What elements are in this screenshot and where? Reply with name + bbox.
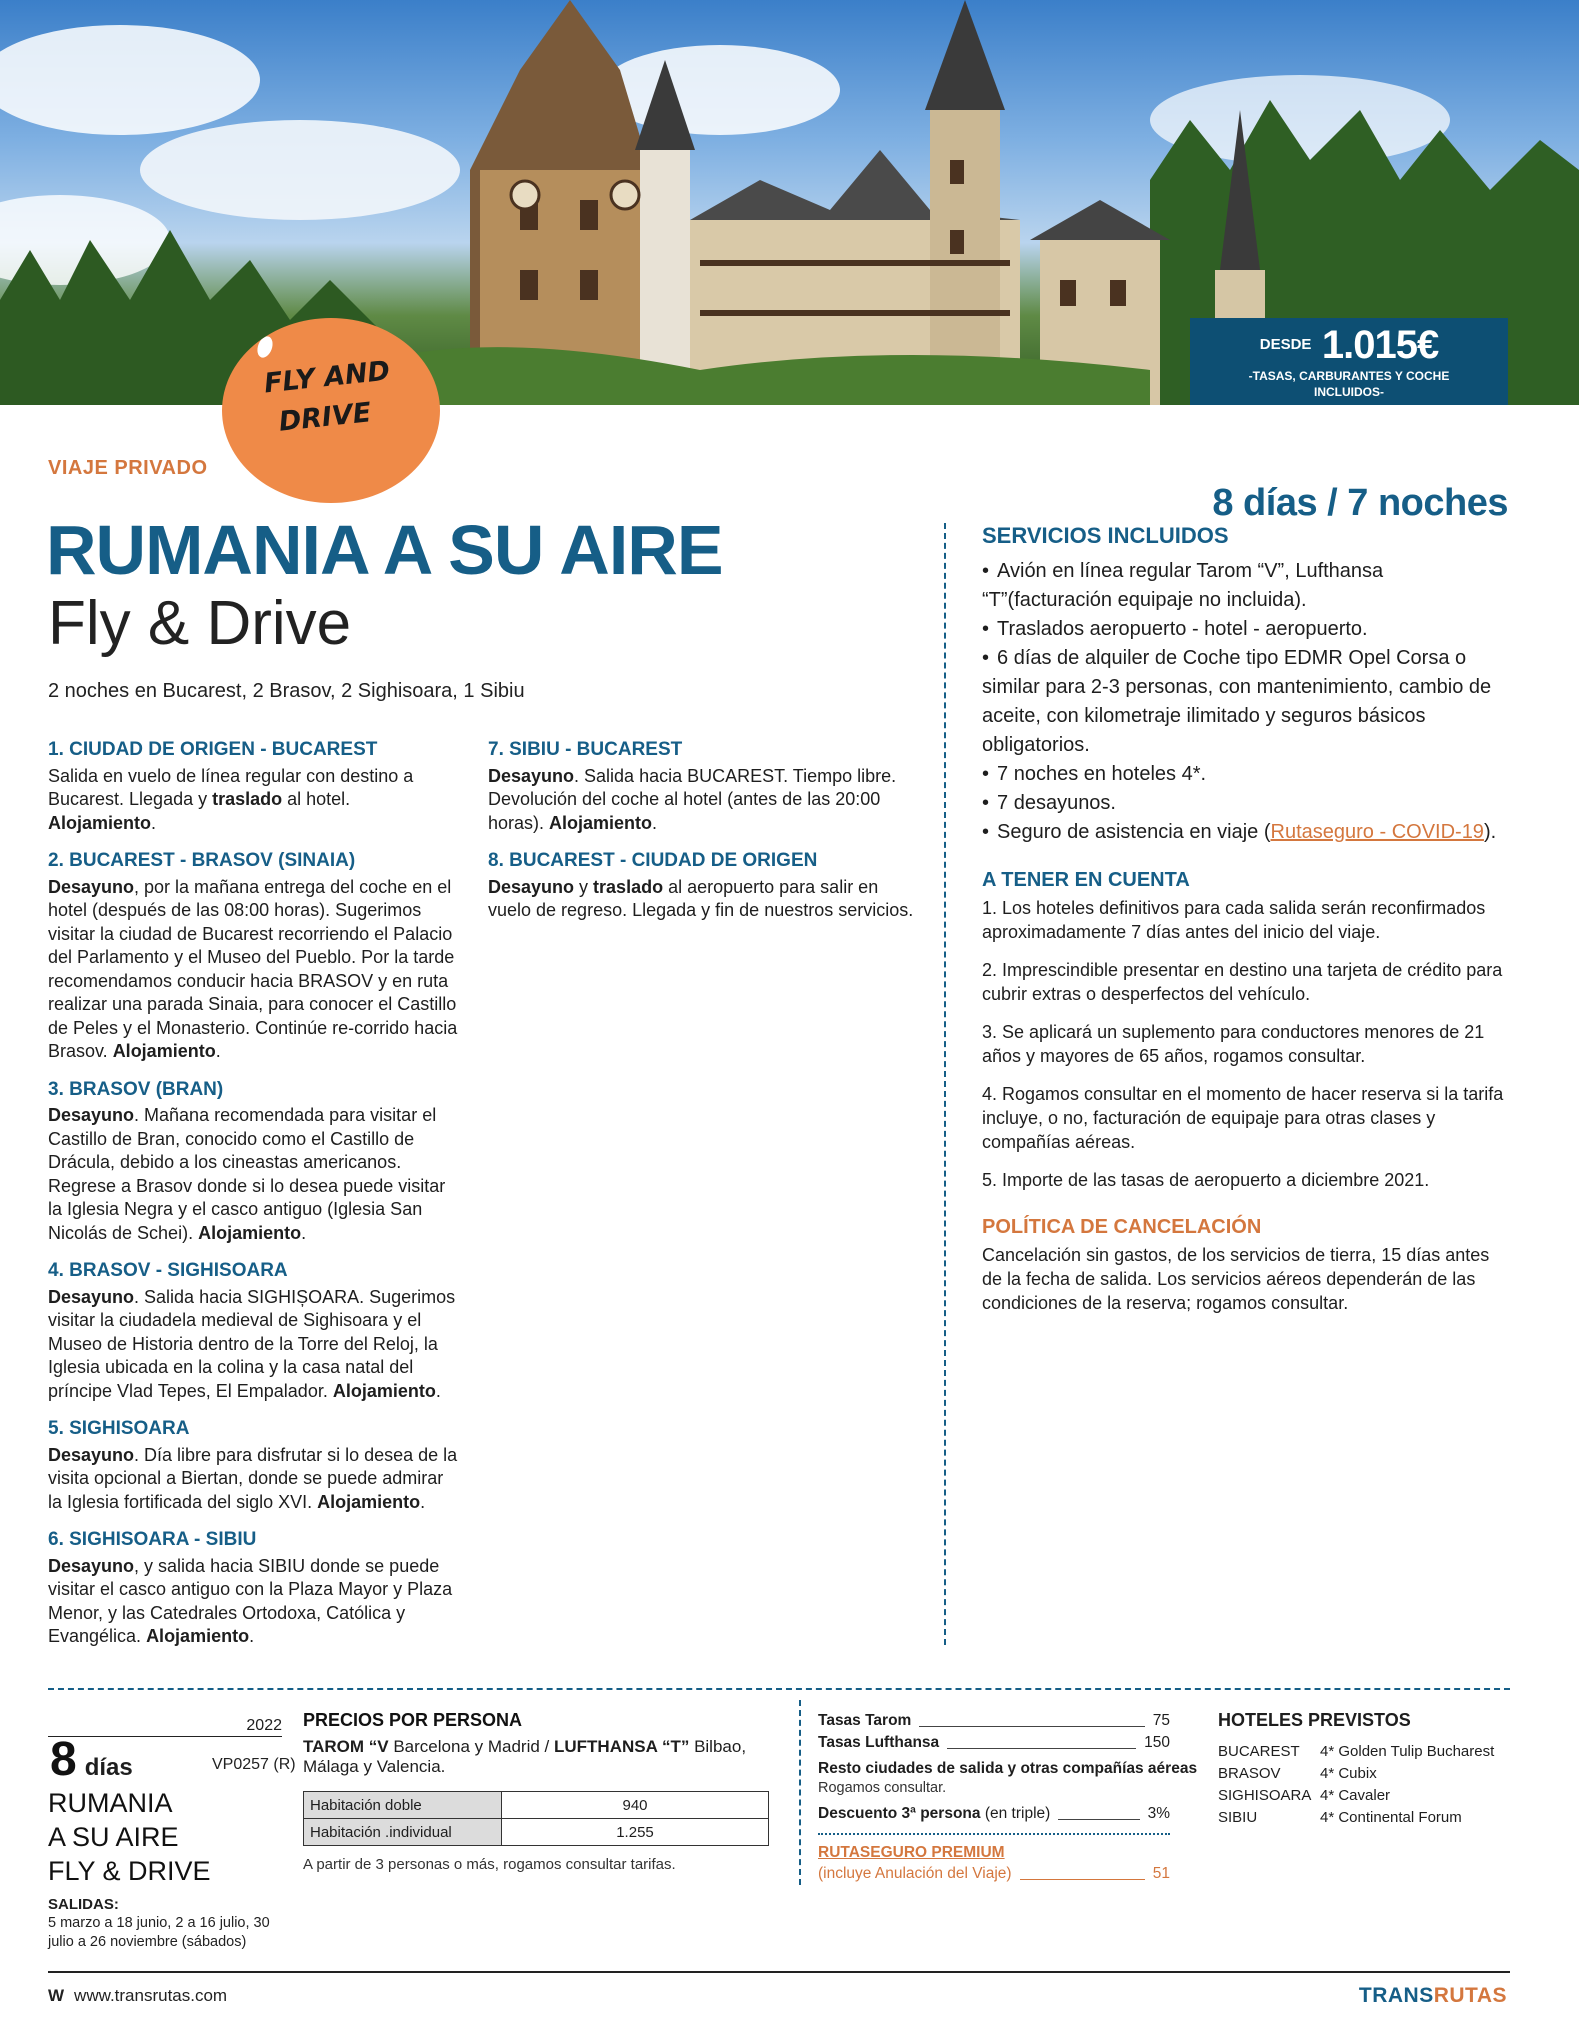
day-title: 4. BRASOV - SIGHISOARA [48,1260,288,1281]
discount-row: Descuento 3ª persona (en triple) 3% [818,1805,1170,1822]
other-cities-note: Resto ciudades de salida y otras compañías aéreas [818,1760,1198,1777]
notes-title: A TENER EN CUENTA [982,869,1190,891]
room-type: Habitación doble [304,1792,502,1819]
service-item: • Seguro de asistencia en viaje (Rutaseguro - COVID-19). [982,818,1512,847]
column-divider [799,1700,801,1885]
trip-summary: 2 noches en Bucarest, 2 Brasov, 2 Sighisoara, 1 Sibiu [48,680,525,702]
day-text: Desayuno. Salida hacia SIGHIȘOARA. Sugerimos visitar la ciudadela medieval de Sighisoara y el Museo de Historia dentro de la Torre del Reloj, la Iglesia ubicada en la colina y la casa natal del príncipe Vlad Tepes, El Empalador. Alojamiento. [48,1286,456,1401]
room-price: 1.255 [502,1819,769,1846]
insurance-row: (incluye Anulación del Viaje) 51 [818,1865,1170,1882]
day-text: Salida en vuelo de línea regular con destino a Bucarest. Llegada y traslado al hotel. Alojamiento. [48,765,414,833]
section-divider [48,1688,1510,1690]
room-price: 940 [502,1792,769,1819]
note-item: 5. Importe de las tasas de aeropuerto a diciembre 2021. [982,1170,1430,1190]
page-subtitle: Fly & Drive [48,589,352,658]
service-item: • 7 desayunos. [982,789,1512,818]
days-unit: días [84,1754,133,1781]
services-list [982,557,1512,847]
cancellation-title: POLÍTICA DE CANCELACIÓN [982,1216,1262,1238]
info-column [982,523,1512,1315]
service-item: • Avión en línea regular Tarom “V”, Lufthansa “T”(facturación equipaje no incluida). [982,557,1512,615]
price-note: -TASAS, CARBURANTES Y COCHE INCLUIDOS- [1248,369,1450,399]
table-row [304,1792,769,1819]
page-title: RUMANIA A SU AIRE [46,511,723,589]
footer-website [48,1986,227,2006]
hotel-row: SIGHISOARA 4* Cavaler [1218,1787,1391,1804]
day-title: 6. SIGHISOARA - SIBIU [48,1529,257,1550]
trip-name: RUMANIA A SU AIRE FLY & DRIVE [48,1788,211,1886]
trip-duration: 8 días / 7 noches [1212,482,1508,524]
price-note: A partir de 3 personas o más, rogamos consultar tarifas. [303,1856,676,1873]
fee-row: Tasas Tarom 75 [818,1712,1170,1729]
day-text: Desayuno, y salida hacia SIBIU donde se puede visitar el casco antiguo con la Plaza Mayor y Plaza Menor, y las Catedrales Ortodoxa, Católica y Evangélica. Alojamiento. [48,1555,453,1646]
itinerary-column-left [48,738,462,1663]
dotted-divider [818,1833,1170,1835]
fees-section [818,1710,1198,1885]
day-title: 8. BUCAREST - CIUDAD DE ORIGEN [488,850,818,871]
day-title: 1. CIUDAD DE ORIGEN - BUCAREST [48,739,378,760]
day-text: Desayuno y traslado al aeropuerto para salir en vuelo de regreso. Llegada y fin de nuestros servicios. [488,876,914,920]
website-link[interactable]: www.transrutas.com [74,1986,228,2005]
services-title: SERVICIOS INCLUIDOS [982,523,1229,548]
other-cities-sub: Rogamos consultar. [818,1780,947,1796]
day-title: 5. SIGHISOARA [48,1418,190,1439]
service-item: • 6 días de alquiler de Coche tipo EDMR Opel Corsa o similar para 2-3 personas, con mantenimiento, cambio de aceite, con kilometraje ilimitado y seguros básicos obligatorios. [982,644,1512,760]
fee-row: Tasas Lufthansa 150 [818,1734,1170,1751]
itinerary-day [48,1417,462,1514]
cancellation-text: Cancelación sin gastos, de los servicios de tierra, 15 días antes de la fecha de salida. Los servicios aéreos dependerán de las condiciones de la reserva; rogamos consultar. [982,1245,1490,1313]
itinerary-day [48,1078,462,1246]
day-text: Desayuno. Salida hacia BUCAREST. Tiempo libre. Devolución del coche al hotel (antes de las 20:00 horas). Alojamiento. [488,765,897,833]
itinerary-day [48,849,462,1064]
brand-logo: TRANSRUTAS [1358,1984,1507,2007]
departures-title: SALIDAS: [48,1896,119,1913]
day-title: 3. BRASOV (BRAN) [48,1078,224,1100]
fly-and-drive-badge [222,318,440,503]
itinerary-day [48,1528,462,1649]
days-number: 8 [50,1733,77,1786]
footer-rule [48,1971,1510,1973]
trip-code: VP0257 (R) [212,1756,296,1773]
table-row [304,1819,769,1846]
itinerary-day [48,738,462,835]
web-icon: W [48,1986,65,2005]
itinerary-day [488,849,918,923]
note-item: 3. Se aplicará un suplemento para conductores menores de 21 años y mayores de 65 años, rogamos consultar. [982,1022,1485,1066]
hotel-row: BUCAREST 4* Golden Tulip Bucharest [1218,1743,1495,1760]
price-amount: 1.015€ [1321,323,1439,367]
itinerary-day [488,738,918,835]
room-type: Habitación .individual [304,1819,502,1846]
day-text: Desayuno. Mañana recomendada para visitar el Castillo de Bran, conocido como el Castillo de Drácula, debido a los cineastas americanos. Regrese a Brasov donde si lo desea puede visitar la Iglesia Negra y el casco antiguo (Iglesia San Nicolás de Schei). Alojamiento. [48,1105,446,1243]
price-prefix: DESDE [1259,336,1312,353]
rutaseguro-link[interactable]: Rutaseguro - COVID-19 [1270,821,1484,843]
day-title: 2. BUCAREST - BRASOV (SINAIA) [48,850,356,871]
note-item: 1. Los hoteles definitivos para cada salida serán reconfirmados aproximadamente 7 días antes del inicio del viaje. [982,898,1486,942]
column-divider [944,523,946,1645]
prices-section [303,1710,773,1873]
hotel-row: SIBIU 4* Continental Forum [1218,1809,1462,1826]
airline-info: TAROM “V Barcelona y Madrid / LUFTHANSA “T” Bilbao, Málaga y Valencia. [303,1737,747,1776]
insurance-title: RUTASEGURO PREMIUM [818,1844,1005,1861]
catalog-year: 2022 [48,1716,282,1737]
note-item: 4. Rogamos consultar en el momento de hacer reserva si la tarifa incluye, o no, facturación de equipaje para otras clases y compañías aéreas. [982,1084,1504,1152]
day-title: 7. SIBIU - BUCAREST [488,739,683,760]
itinerary-column-middle [488,738,918,937]
note-item: 2. Imprescindible presentar en destino una tarjeta de crédito para cubrir extras o desperfectos del vehículo. [982,960,1503,1004]
departures-text: 5 marzo a 18 junio, 2 a 16 julio, 30 julio a 26 noviembre (sábados) [48,1915,270,1950]
service-item: • 7 noches en hoteles 4*. [982,760,1512,789]
badge-line-2: DRIVE [277,397,373,438]
day-text: Desayuno. Día libre para disfrutar si lo desea de la visita opcional a Biertan, donde se puede admirar la Iglesia fortificada del siglo XVI. Alojamiento. [48,1444,458,1512]
price-banner [1190,318,1508,405]
itinerary-day [48,1259,462,1403]
tagline: VIAJE PRIVADO [48,457,208,479]
prices-title: PRECIOS POR PERSONA [303,1710,523,1730]
price-table [303,1791,769,1846]
hotels-title: HOTELES PREVISTOS [1218,1710,1411,1730]
hotels-section [1218,1710,1518,1829]
hero-image [0,0,1579,405]
days-count [50,1732,133,1787]
hotel-row: BRASOV 4* Cubix [1218,1765,1377,1782]
badge-line-1: FLY AND [262,355,392,400]
service-item: • Traslados aeropuerto - hotel - aeropuerto. [982,615,1512,644]
day-text: Desayuno, por la mañana entrega del coche en el hotel (después de las 08:00 horas). Sugerimos visitar la ciudad de Bucarest recorriendo el Palacio del Parlamento y el Museo del Pueblo. Por la tarde recomendamos conducir hacia BRASOV y en ruta realizar una parada Sinaia, para conocer el Castillo de Peles y el Monasterio. Continúe re-corrido hacia Brasov. Alojamiento. [48,876,458,1061]
